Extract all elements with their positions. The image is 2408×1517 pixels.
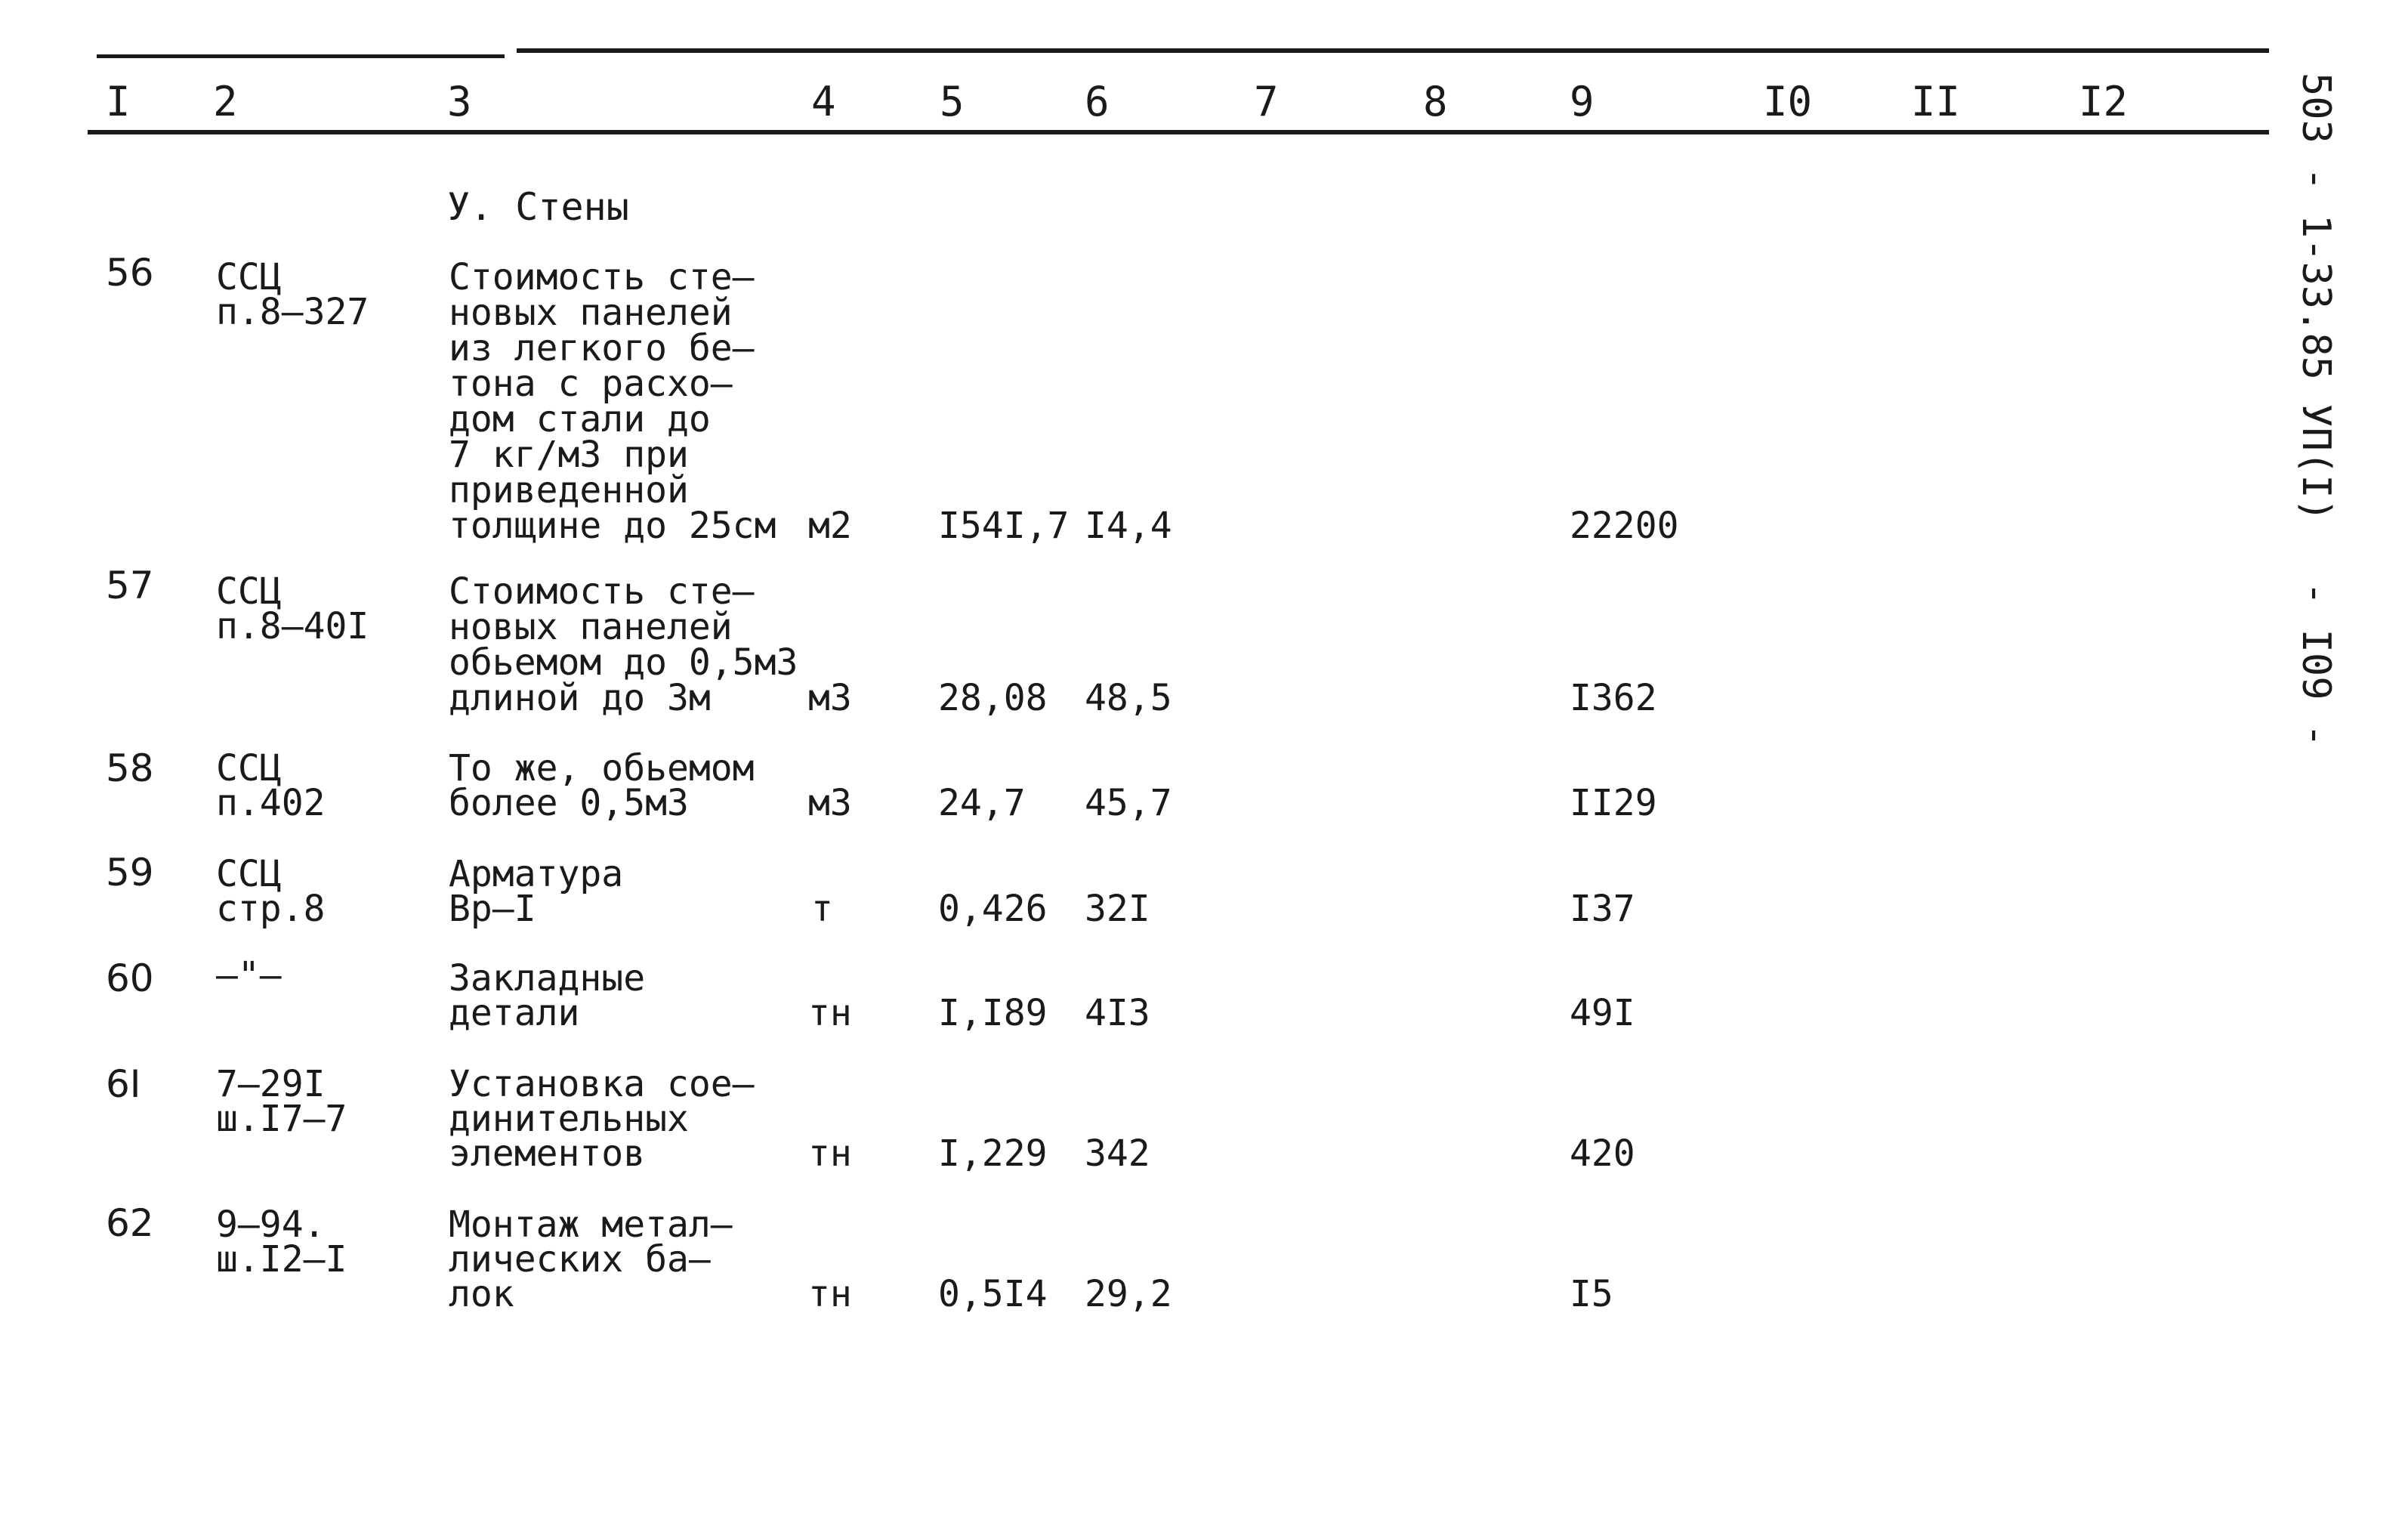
page-number: - I09 - <box>2293 582 2339 748</box>
top-rule-right <box>517 48 2269 53</box>
row-code: 7–29I <box>216 1063 326 1105</box>
row-unit: тн <box>808 992 852 1034</box>
row-name: новых панелей <box>449 292 733 334</box>
row-name: элементов <box>449 1132 646 1175</box>
row-unit: тн <box>808 1273 852 1315</box>
row-quantity: I54I,7 <box>938 505 1070 547</box>
column-header: 7 <box>1254 78 1279 125</box>
row-code: ССЦ <box>216 747 282 789</box>
row-number: 6I <box>106 1062 141 1106</box>
column-header: I0 <box>1763 78 1813 125</box>
row-total: 49I <box>1570 992 1635 1034</box>
row-name: Стоимость сте– <box>449 256 755 298</box>
row-number: 59 <box>106 851 154 894</box>
column-header: II <box>1911 78 1961 125</box>
row-code: п.402 <box>216 782 326 824</box>
row-price: 4I3 <box>1085 992 1150 1034</box>
column-header: 9 <box>1570 78 1595 125</box>
row-price: I4,4 <box>1085 505 1172 547</box>
row-name: Арматура <box>449 853 624 895</box>
row-price: 45,7 <box>1085 782 1172 824</box>
row-name: Стоимость сте– <box>449 570 755 613</box>
row-name: толщине до 25см <box>449 505 776 547</box>
row-name: Вр–I <box>449 888 536 930</box>
row-quantity: I,229 <box>938 1132 1048 1175</box>
row-code: п.8–40I <box>216 605 369 647</box>
row-quantity: 24,7 <box>938 782 1026 824</box>
column-header: 2 <box>213 78 238 125</box>
row-unit: т <box>811 888 833 930</box>
row-unit: м3 <box>808 782 852 824</box>
row-unit: тн <box>808 1132 852 1175</box>
column-header: 8 <box>1423 78 1448 125</box>
row-code: ССЦ <box>216 570 282 613</box>
column-header: I2 <box>2079 78 2129 125</box>
row-name: приведенной <box>449 469 689 511</box>
row-name: обьемом до 0,5м3 <box>449 641 798 684</box>
column-header: 5 <box>940 78 965 125</box>
row-number: 57 <box>106 564 154 607</box>
row-total: II29 <box>1570 782 1657 824</box>
row-total: 420 <box>1570 1132 1635 1175</box>
row-name: дом стали до <box>449 398 711 440</box>
row-code: ССЦ <box>216 256 282 298</box>
row-name: динительных <box>449 1098 689 1140</box>
row-name: новых панелей <box>449 606 733 648</box>
column-header: 4 <box>811 78 836 125</box>
row-code: ш.I7–7 <box>216 1098 347 1140</box>
row-code: –"– <box>216 954 282 996</box>
row-code: ш.I2–I <box>216 1238 347 1281</box>
row-quantity: 0,5I4 <box>938 1273 1048 1315</box>
row-number: 60 <box>106 956 154 1000</box>
row-name: 7 кг/м3 при <box>449 434 689 476</box>
row-name: длиной до 3м <box>449 677 711 719</box>
row-name: лок <box>449 1273 514 1315</box>
row-name: Установка сое– <box>449 1063 755 1105</box>
row-unit: м2 <box>808 505 852 547</box>
row-price: 342 <box>1085 1132 1150 1175</box>
document-code: 503 - 1-33.85 УП(I) <box>2293 73 2339 522</box>
row-name: Монтаж метал– <box>449 1203 733 1246</box>
row-number: 58 <box>106 746 154 790</box>
row-code: ССЦ <box>216 853 282 895</box>
row-number: 62 <box>106 1201 154 1245</box>
row-name: Закладные <box>449 957 646 999</box>
row-total: I37 <box>1570 888 1635 930</box>
column-header: I <box>106 78 131 125</box>
row-name: более 0,5м3 <box>449 782 689 824</box>
row-price: 29,2 <box>1085 1273 1172 1315</box>
row-name: лических ба– <box>449 1238 711 1281</box>
row-price: 32I <box>1085 888 1150 930</box>
header-rule <box>88 130 2269 134</box>
row-name: тона с расхо– <box>449 363 733 405</box>
row-quantity: I,I89 <box>938 992 1048 1034</box>
column-header: 6 <box>1085 78 1110 125</box>
row-name: детали <box>449 992 580 1034</box>
row-total: I5 <box>1570 1273 1613 1315</box>
section-title: У. Стены <box>447 185 629 229</box>
top-rule-left <box>97 54 505 58</box>
row-quantity: 28,08 <box>938 677 1048 719</box>
row-total: I362 <box>1570 677 1657 719</box>
row-number: 56 <box>106 251 154 295</box>
row-code: п.8–327 <box>216 291 369 333</box>
row-price: 48,5 <box>1085 677 1172 719</box>
column-header: 3 <box>447 78 472 125</box>
row-name: из легкого бе– <box>449 327 755 369</box>
row-unit: м3 <box>808 677 852 719</box>
row-name: То же, обьемом <box>449 747 755 789</box>
row-total: 22200 <box>1570 505 1679 547</box>
row-code: стр.8 <box>216 888 326 930</box>
row-quantity: 0,426 <box>938 888 1048 930</box>
row-code: 9–94. <box>216 1203 326 1246</box>
